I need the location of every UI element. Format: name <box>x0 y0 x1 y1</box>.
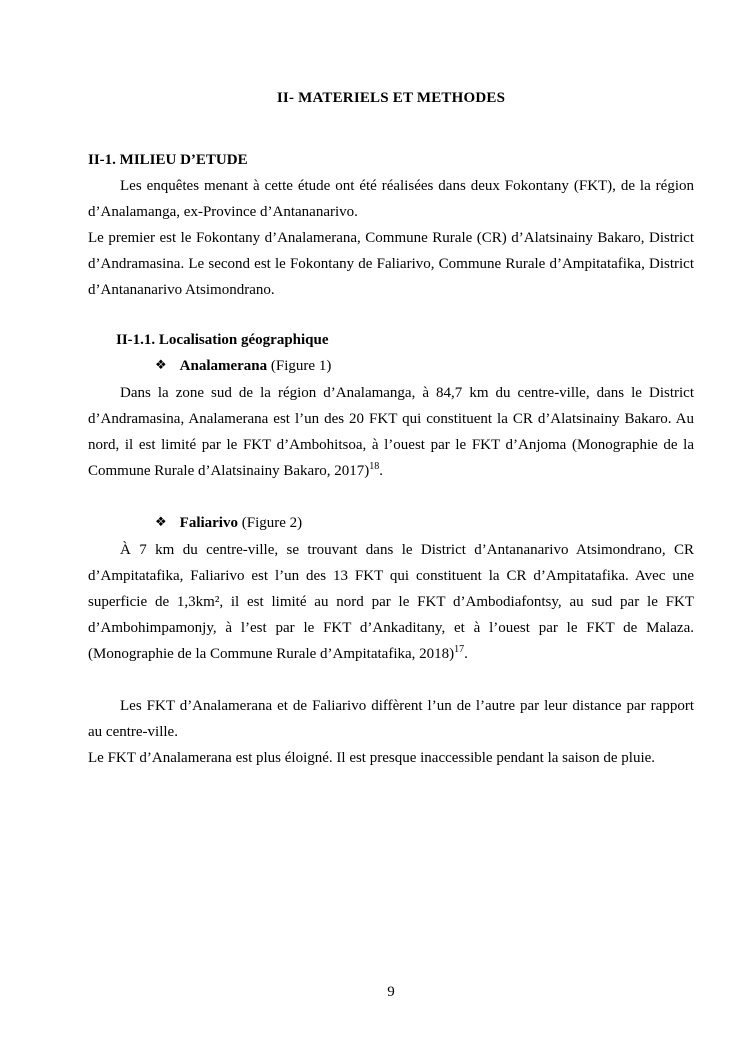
paragraph-analamerana <box>88 380 694 484</box>
paragraph-analamerana-eloigne: Le FKT d’Analamerana est plus éloigné. Il est presque inaccessible pendant la saison de pluie. <box>88 750 656 766</box>
subsection-heading-localisation: II-1.1. Localisation géographique <box>116 332 329 348</box>
chapter-title: II- MATERIELS ET METHODES <box>276 90 506 106</box>
place-name-faliarivo: Faliarivo <box>179 515 238 531</box>
paragraph-analamerana-text: Dans la zone sud de la région d’Analamanga, à 84,7 km du centre-ville, dans le District d’Andramasina, Analamerana est l’un des 20 FKT qui constituent la CR d’Alatsinainy Bakaro. Au nord, il est limité par le FKT d’Ambohitsoa, à l’ouest par le FKT d’Anjoma (Monographie de la Commune Rurale d’Alatsinainy Bakaro, 2017) <box>88 385 694 479</box>
page-number: 9 <box>387 984 395 1000</box>
paragraph-faliarivo <box>88 537 694 667</box>
footnote-reference-18: 18 <box>369 461 380 472</box>
paragraph-enquetes-intro: Les enquêtes menant à cette étude ont été réalisées dans deux Fokontany (FKT), de la région d’Analamanga, ex-Province d’Antananarivo. <box>88 178 694 220</box>
section-heading-milieu-etude: II-1. MILIEU D’ETUDE <box>88 152 248 168</box>
bullet-item-faliarivo <box>88 510 694 537</box>
paragraph-fokontany-description: Le premier est le Fokontany d’Analamerana, Commune Rurale (CR) d’Alatsinainy Bakaro, District d’Andramasina. Le second est le Fokontany de Faliarivo, Commune Rurale d’Ampitatafika, District d’Antananarivo Atsimondrano. <box>88 230 694 298</box>
paragraph-faliarivo-period: . <box>464 646 468 662</box>
figure-reference-1: (Figure 1) <box>270 358 332 374</box>
diamond-bullet-icon: ❖ <box>155 358 167 373</box>
paragraph-faliarivo-text: À 7 km du centre-ville, se trouvant dans le District d’Antananarivo Atsimondrano, CR d’Ampitatafika, Faliarivo est l’un des 13 FKT qui constituent la CR d’Ampitatafika. Avec une superficie de 1,3km², il est limité au nord par le FKT d’Ambodiafontsy, au sud par le FKT d’Ambohimpamonjy, à l’est par le FKT d’Ankaditany, et à l’ouest par le FKT de Malaza. (Monographie de la Commune Rurale d’Ampitatafika, 2018) <box>88 542 694 662</box>
figure-reference-2: (Figure 2) <box>241 515 303 531</box>
paragraph-analamerana-period: . <box>379 463 383 479</box>
place-name-analamerana: Analamerana <box>179 358 268 374</box>
diamond-bullet-icon: ❖ <box>155 515 167 530</box>
bullet-item-analamerana <box>88 353 694 380</box>
footnote-reference-17: 17 <box>454 644 465 655</box>
paragraph-comparison-distance: Les FKT d’Analamerana et de Faliarivo diffèrent l’un de l’autre par leur distance par rapport au centre-ville. <box>88 698 694 740</box>
